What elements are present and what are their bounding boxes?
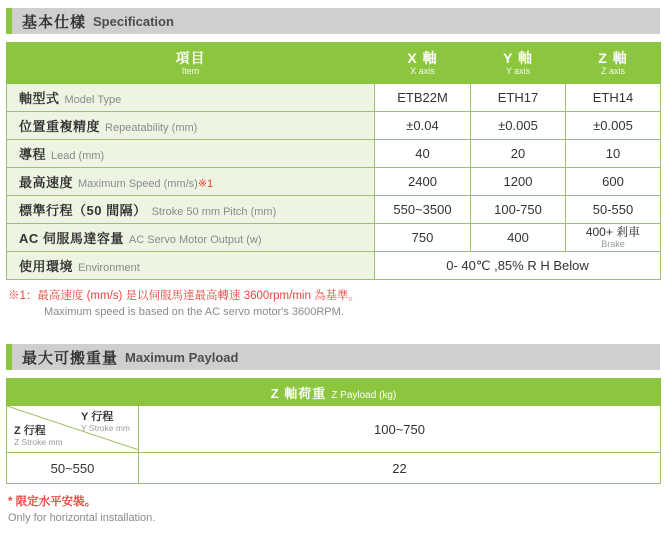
payload-section <box>6 344 660 524</box>
cell-lead-x: 40 <box>375 140 471 168</box>
specification-section-header <box>6 8 660 34</box>
payload-title-cn: 最大可搬重量 <box>22 349 119 367</box>
column-header-z-axis-en: Z axis <box>600 65 625 76</box>
row-label-model-type <box>7 84 375 112</box>
cell-environment-value: 0- 40℃ ,85% R H Below <box>375 252 661 280</box>
column-header-item <box>7 43 375 84</box>
row-label-lead <box>7 140 375 168</box>
payload-table <box>6 378 661 484</box>
cell-z-stroke-range: 50~550 <box>7 453 139 484</box>
table-row <box>7 196 661 224</box>
table-row <box>7 224 661 252</box>
corner-label-y-en: Y Stroke mm <box>81 423 130 433</box>
column-header-item-cn: 項目 <box>175 49 206 66</box>
specification-footnote <box>8 287 660 318</box>
corner-label-z-cn: Z 行程 <box>14 425 46 437</box>
column-header-x-axis-cn: X 軸 <box>407 49 438 66</box>
table-row <box>7 168 661 196</box>
row-label-cn: 導程 <box>19 146 47 162</box>
column-header-y-axis-en: Y axis <box>505 65 531 76</box>
section-title-cn: 基本仕樣 <box>22 13 87 31</box>
cell-stroke-y: 100-750 <box>471 196 566 224</box>
footnote-line-cn: ※1：最高速度 (mm/s) 是以伺服馬達最高轉速 3600rpm/min 為基準。 <box>8 290 361 302</box>
cell-repeatability-y: ±0.005 <box>471 112 566 140</box>
table-row <box>7 84 661 112</box>
cell-model-type-z: ETH14 <box>566 84 661 112</box>
payload-header-row <box>7 379 661 406</box>
corner-label-z-stroke <box>14 424 63 448</box>
payload-header-cell <box>7 379 661 406</box>
cell-motor-output-z-sub: Brake <box>601 239 625 249</box>
payload-header-en: Z Payload (kg) <box>331 389 397 401</box>
cell-y-stroke-range: 100~750 <box>139 406 661 453</box>
row-label-en: Maximum Speed (mm/s) <box>78 177 198 190</box>
row-label-en: AC Servo Motor Output (w) <box>128 233 262 246</box>
payload-title-en: Maximum Payload <box>125 349 239 365</box>
row-label-repeatability <box>7 112 375 140</box>
cell-lead-z: 10 <box>566 140 661 168</box>
column-header-y-axis-cn: Y 軸 <box>503 49 533 66</box>
column-header-y-axis <box>471 43 566 84</box>
payload-axis-row <box>7 406 661 453</box>
row-label-maximum-speed <box>7 168 375 196</box>
cell-payload-value: 22 <box>139 453 661 484</box>
cell-motor-output-y: 400 <box>471 224 566 252</box>
accent-bar <box>6 344 12 370</box>
payload-footnote <box>8 493 660 524</box>
row-label-cn: 最高速度 <box>19 174 74 190</box>
cell-repeatability-z: ±0.005 <box>566 112 661 140</box>
cell-model-type-y: ETH17 <box>471 84 566 112</box>
row-label-cn: 位置重複精度 <box>19 118 101 134</box>
section-title-en: Specification <box>93 13 174 29</box>
cell-stroke-z: 50-550 <box>566 196 661 224</box>
corner-label-z-en: Z Stroke mm <box>14 437 63 447</box>
payload-section-header <box>6 344 660 370</box>
row-label-en: Lead (mm) <box>51 149 105 162</box>
row-label-note: ※1 <box>197 177 214 190</box>
payload-footnote-en: Only for horizontal installation. <box>8 512 156 524</box>
column-header-z-axis <box>566 43 661 84</box>
specification-table <box>6 42 661 280</box>
cell-motor-output-z <box>566 224 661 252</box>
corner-label-y-stroke <box>81 410 130 434</box>
column-header-z-axis-cn: Z 軸 <box>598 49 628 66</box>
cell-motor-output-x: 750 <box>375 224 471 252</box>
row-label-cn: 軸型式 <box>19 90 60 106</box>
row-label-motor-output <box>7 224 375 252</box>
table-header-row <box>7 43 661 84</box>
row-label-cn: 標準行程（50 間隔） <box>19 202 147 218</box>
accent-bar <box>6 8 12 34</box>
payload-value-row <box>7 453 661 484</box>
footnote-line-en: Maximum speed is based on the AC servo motor's 3600RPM. <box>44 306 344 318</box>
cell-motor-output-z-main: 400+ 剎車 <box>585 225 641 239</box>
corner-label-y-cn: Y 行程 <box>81 411 114 423</box>
row-label-environment <box>7 252 375 280</box>
table-row <box>7 140 661 168</box>
row-label-en: Model Type <box>64 93 122 106</box>
cell-model-type-x: ETB22M <box>375 84 471 112</box>
cell-maximum-speed-y: 1200 <box>471 168 566 196</box>
payload-footnote-cn: * 限定水平安裝。 <box>8 496 97 508</box>
payload-header-cn: Z 軸荷重 <box>270 385 327 401</box>
cell-repeatability-x: ±0.04 <box>375 112 471 140</box>
row-label-stroke <box>7 196 375 224</box>
table-row <box>7 112 661 140</box>
cell-maximum-speed-x: 2400 <box>375 168 471 196</box>
cell-stroke-x: 550~3500 <box>375 196 471 224</box>
row-label-en: Repeatability (mm) <box>105 121 198 134</box>
cell-lead-y: 20 <box>471 140 566 168</box>
row-label-en: Environment <box>78 261 140 274</box>
column-header-item-en: Item <box>181 65 200 76</box>
row-label-en: Stroke 50 mm Pitch (mm) <box>151 205 277 218</box>
payload-corner-cell <box>7 406 139 453</box>
row-label-cn: AC 伺服馬達容量 <box>19 230 124 246</box>
column-header-x-axis-en: X axis <box>410 65 435 76</box>
column-header-x-axis <box>375 43 471 84</box>
cell-maximum-speed-z: 600 <box>566 168 661 196</box>
row-label-cn: 使用環境 <box>19 258 74 274</box>
table-row <box>7 252 661 280</box>
